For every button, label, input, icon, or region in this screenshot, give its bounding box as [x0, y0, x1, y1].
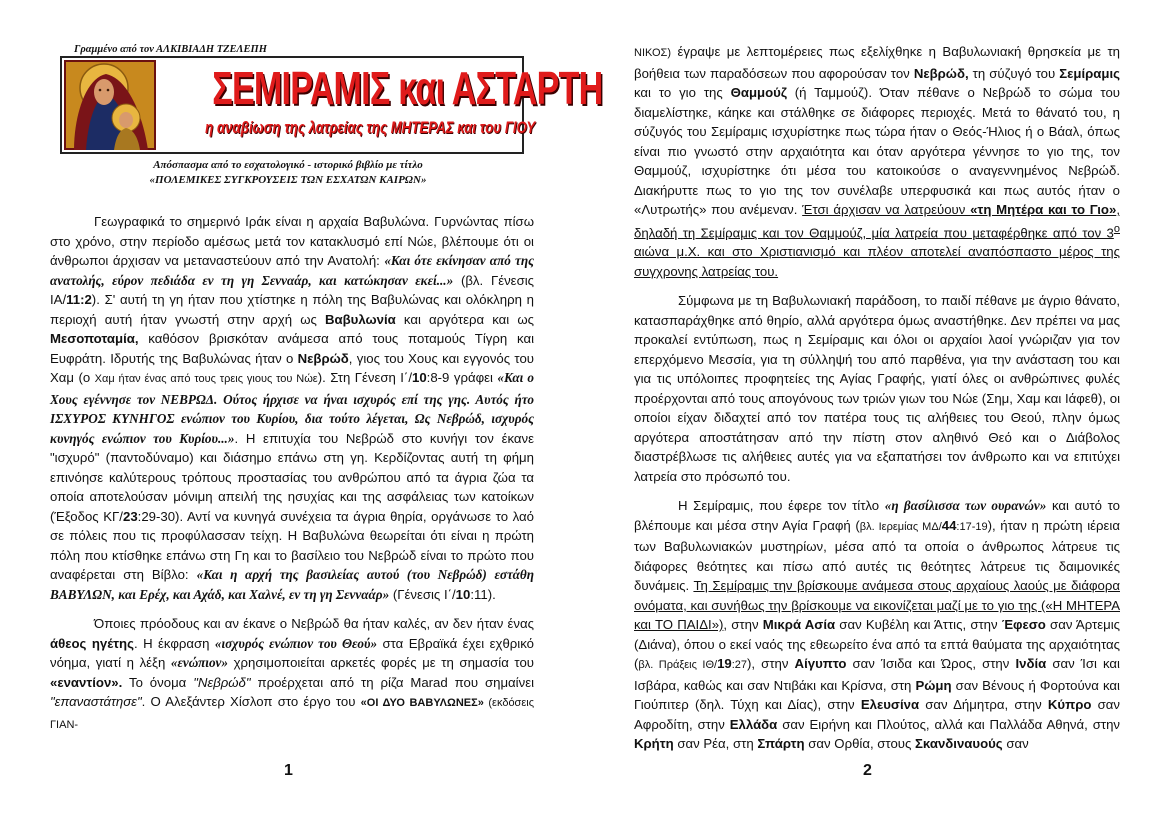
text-run-small: ΝΙΚΟΣ)	[634, 47, 672, 59]
text-run: σαν Ίσιδα και Ώρος, στην	[846, 656, 1016, 672]
text-run-bold-underlined: «τη Μητέρα και το Γιο»	[970, 202, 1117, 217]
text-run-bold: Κύπρο	[1047, 697, 1092, 713]
text-run-bold: Έφεσο	[1001, 617, 1046, 633]
text-run: Το όνομα	[122, 674, 194, 690]
text-run: σαν Δήμητρα, στην	[919, 697, 1048, 713]
page-2-body	[634, 42, 1120, 764]
title-banner	[60, 56, 603, 154]
text-run: καθόσον βρισκόταν ανάμεσα από τους ποταμούς Τίγρη και Ευφράτη. Ιδρυτής της Βαβυλώνας ήταν ο	[50, 331, 534, 366]
text-run: :29-30). Αντί να κυνηγά συνέχεια τα άγρια θηρία, οργάνωσε το λαό σε πόλεις που τις προφύλασσαν τείχη. Η Βαβυλώνα θεωρείται ότι είναι η πρώτη πόλη που κτίσθηκε επάνω στη Γη και το βασίλειο του Νεβρώδ είναι το πρώτο που αναφέρεται στη Βίβλο:	[50, 508, 534, 582]
text-run-small: Χαμ ήταν ένας από τους τρεις γιους του Νώε	[94, 373, 318, 385]
text-run-bold: 10	[412, 370, 427, 385]
text-run-italic: "Νεβρώδ"	[193, 674, 251, 690]
text-run: (ή Ταμμούζ). Όταν πέθανε ο Νεβρώδ το σώμα του διαμελίστηκε, κάηκε και στάλθηκε σε διάφορες περιοχές. Μετά το θάνατό του, η σύζυγός του Σεμίραμις ισχυρίστηκε πως τώρα ήταν ο Θεός-Ήλιος ή ο Βάαλ, όπως είναι πιο γνωστό στην αρχαιότητα και όταν αργότερα γέννησε το γιο της, τον Θαμμούζ, ισχυρίστηκε ότι μέσα του κατοικούσε ο αναγεννημένος Νεβρώδ. Διακήρυττε πως το γιο της τον συνέλαβε υπερφυσικά και πως αυτός ήταν ο «Λυτρωτής» που ανέμεναν.	[634, 85, 1120, 217]
text-run: στα Εβραϊκά έχει εχθρικό νόημα, γιατί η λέξη	[50, 635, 534, 670]
scripture-quote: «Και η αρχή της βασιλείας αυτού (του Νεβρώδ) εστάθη ΒΑΒΥΛΩΝ, και Ερέχ, και Αχάδ, και Χαλνέ, εν τη γη Σενναάρ»	[50, 567, 535, 602]
text-run: τη σύζυγό του	[968, 65, 1060, 81]
text-run: σαν Κυβέλη και Άττις, στην	[835, 617, 1002, 633]
text-run-underlined: Τη Σεμίραμις την βρίσκουμε ανάμεσα στους αρχαίους λαούς με διάφορα ονόματα, και συνήθως την βρίσκουμε να εικονίζεται μαζί με το γιο της («Η ΜΗΤΕΡΑ και ΤΟ ΠΑΙΔΙ»)	[634, 578, 1120, 633]
text-run: σαν Ειρήνη και Πλούτος, αλλά και Παλλάδα Αθηνά, στην	[777, 716, 1120, 732]
text-run-small: βλ. Πράξεις ΙΘ/	[638, 659, 718, 672]
text-run-small: (εκδόσεις ΓΙΑΝ-	[50, 697, 534, 731]
text-run-bold: Νεβρώδ,	[913, 65, 969, 81]
text-run-bold: Μεσοποταμία,	[50, 331, 139, 346]
superscript: ο	[1113, 222, 1120, 235]
text-run-small: :17-19	[956, 520, 988, 533]
scripture-quote: «η βασίλισσα των ουρανών»	[884, 498, 1047, 514]
paragraph: Σύμφωνα με τη Βαβυλωνιακή παράδοση, το παιδί πέθανε με άγριο θάνατο, κατασπαράχθηκε από θηρίο, αλλά αργότερα όμως αναστήθηκε. Δεν πρέπει να μας προκαλεί εντύπωση, πως η Σεμίραμις και όλοι οι αρχαίοι λαοί γνώριζαν για τον επερχόμενο Μεσσία, για τη σύλληψή του από παρθένα, για την ανάσταση του και για τις υπόλοιπες προφητείες της Αγίας Γραφής, γιατί όλες οι ανθρώπινες φυλές προέρχονται από τους απογόνους των τριών γιων του Νώε (Σημ, Χαμ και Ιάφεθ), οι οποίοι είχαν διδαχτεί από τον πατέρα τους τις αλήθειες του Θεού, πλην όμως αργότερα αποστάτησαν από την πίστη στον αληθινό Θεό και ο Διάβολος διαστρέβλωσε τις αλήθειες αυτές για να εξαπατήσει τον άνθρωπο και να επιτύχει λατρεία στο πρόσωπό του.	[634, 293, 1120, 484]
text-run: σαν	[1002, 736, 1029, 752]
banner-title: ΣΕΜΙΡΑΜΙΣ και ΑΣΤΑΡΤΗ	[212, 62, 603, 114]
text-run-bold: Ελευσίνα	[860, 697, 920, 713]
text-run-bold: Κρήτη	[634, 736, 674, 752]
author-credit: Γραμμένο από τον ΑΛΚΙΒΙΑΔΗ ΤΖΕΛΕΠΗ	[74, 44, 267, 55]
text-run-italic: "επαναστάτησε"	[50, 694, 142, 709]
text-run: και αυτό το βλέπουμε και μέσα στην Αγία Γραφή (	[634, 498, 1120, 533]
text-run: και αργότερα και ως	[395, 311, 534, 327]
scripture-quote: «Και ο Χους εγέννησε τον ΝΕΒΡΩΔ. Ούτος ήρχισε να ήναι ισχυρός επί της γης. Αυτός ήτο ΙΣΧΥΡΟΣ ΚΥΝΗΓΟΣ ενώπιον του Κυρίου, δια τούτο λέγεται, Ως Νεβρώδ, ισχυρός κυνηγός ενώπιον του Κυρίου...»	[50, 370, 534, 446]
text-run: χρησιμοποιείται αρκετές φορές με τη σημασία του	[228, 655, 534, 670]
paragraph	[50, 212, 534, 604]
scripture-quote: «Και ότε εκίνησαν από της ανατολής, εύρον πεδιάδα εν τη γη Σενναάρ, και κατώκησαν εκεί...»	[50, 253, 534, 288]
scripture-quote: «ισχυρός ενώπιον του Θεού»	[214, 635, 378, 651]
text-run: , γιος του Χους και εγγονός του Χαμ (ο	[50, 350, 534, 385]
text-run: , στην	[723, 617, 763, 633]
text-run: Η Σεμίραμις, που έφερε τον τίτλο	[678, 498, 885, 514]
text-run: σαν Ρέα, στη	[673, 736, 758, 752]
paragraph	[50, 614, 534, 735]
banner-subtitle: η αναβίωση της λατρείας της ΜΗΤΕΡΑΣ και του ΓΙΟΥ	[205, 118, 536, 137]
excerpt-line-1: Απόσπασμα από το εσχατολογικό - ιστορικό βιβλίο με τίτλο	[153, 159, 423, 171]
text-run-bold: Νεβρώδ	[297, 350, 349, 366]
text-run: :8-9 γράφει	[426, 370, 498, 385]
text-run-bold: Σεμίραμις	[1059, 65, 1120, 81]
text-run: (Γένεσις Ι΄/	[389, 586, 456, 602]
page-1-body	[50, 212, 534, 745]
text-run-small: :27	[731, 659, 748, 672]
text-run-bold: άθεος ηγέτης	[50, 635, 134, 651]
text-run-bold: Ρώμη	[915, 677, 952, 693]
text-run: ), ήταν η πρώτη ιέρεια των Βαβυλωνιακών μυστηρίων, μέσα από τα οποία ο άνθρωπος λάτρευε τις διάφορες θεότητες και πίσω από αυτές τις θεότητες λάτρευε τις δαιμονικές δυνάμεις.	[634, 517, 1120, 594]
text-run-bold: Θαμμούζ	[730, 85, 787, 100]
text-run-bold: 23	[122, 508, 138, 524]
text-run: Γεωγραφικά το σημερινό Ιράκ είναι η αρχαία Βαβυλώνα. Γυρνώντας πίσω στο χρόνο, στην περίοδο αμέσως μετά τον κατακλυσμό επί Νώε, βλέπουμε ότι οι άνθρωποι άρχισαν να μεταναστεύουν από την Ανατολή:	[50, 214, 534, 268]
paragraph	[634, 496, 1120, 754]
excerpt-line-2: «ΠΟΛΕΜΙΚΕΣ ΣΥΓΚΡΟΥΣΕΙΣ ΤΩΝ ΕΣΧΑΤΩΝ ΚΑΙΡΩΝ»	[149, 174, 427, 186]
page-number: 1	[284, 762, 293, 779]
text-run: προέρχεται από τη ρίζα Marad που σημαίνει	[250, 674, 535, 690]
text-run: . Η επιτυχία του Νεβρώδ στο κυνήγι τον έκανε "ισχυρό" (παντοδύναμο) και διάσημο επάνω στη γη. Κερδίζοντας αυτή τη φήμη επινόησε καλύτερους τρόπους προστασίας του ανθρώπου από τα άγρια ζώα τα οποία αποτελούσαν μόνιμη απειλή της ησυχίας και της ασφάλειας των κατοίκων (Έξοδος ΚΓ/	[50, 430, 534, 524]
text-run-bold: «ΟΙ ΔΥΟ ΒΑΒΥΛΩΝΕΣ»	[360, 697, 484, 709]
paragraph	[634, 42, 1120, 281]
text-run-bold: 44	[941, 517, 957, 533]
text-run: σαν Αφροδίτη, στην	[634, 697, 1120, 732]
text-run: σαν Ορθία, στους	[804, 736, 916, 752]
text-run-bold: Βαβυλωνία	[324, 311, 396, 327]
text-run-bold: Αίγυπτο	[794, 656, 847, 672]
text-run-bold: 11:2	[66, 292, 92, 307]
text-run: :11).	[470, 586, 496, 602]
text-run-underlined: αιώνα μ.Χ. και στο Χριστιανισμό και πλέον αποτελεί αναπόσπαστο μέρος της συγχρονης λατρείας του.	[634, 244, 1120, 279]
text-run: σαν Ίσι και Ισβάρα, καθώς και σαν Ντιβάκι και Κρίσνα, στη	[634, 656, 1120, 693]
text-run-bold: Σπάρτη	[757, 736, 805, 752]
text-run: σαν Άρτεμις (Διάνα), όπου ο εκεί ναός της εθεωρείτο ένα από τα επτά θαύματα της αρχαιότητας (	[634, 617, 1120, 672]
text-run: έγραψε με λεπτομέρειες πως εξελίχθηκε η Βαβυλωνιακή θρησκεία με τη βοήθεια των παραδόσεων που αφορούσαν τον	[634, 44, 1120, 81]
madonna-and-child-icon	[64, 60, 156, 150]
text-run-bold: «εναντίον».	[50, 674, 123, 690]
text-run: ). Στη Γένεση Ι΄/	[317, 370, 412, 385]
text-run: Όποιες πρόοδους και αν έκανε ο Νεβρώδ θα ήταν καλές, αν δεν ήταν ένας	[94, 616, 534, 631]
text-run: (βλ. Γένεσις ΙΑ/	[50, 272, 534, 307]
text-run-underlined: , δηλαδή τη Σεμίραμις και τον Θαμμούζ, μία λατρεία που μεταφέρθηκε από τον 3	[634, 202, 1120, 240]
text-run: σαν Βένους ή Φορτούνα και Γιούπιτερ (δηλ. Τύχη και Δίας), στην	[634, 677, 1120, 713]
text-run: . Ο Αλεξάντερ Χίσλοπ στο έργο του	[141, 694, 361, 709]
text-run-bold: Μικρά Ασία	[762, 617, 836, 633]
text-run: . Η έκφραση	[133, 635, 215, 651]
text-run: ). Σ' αυτή τη γη ήταν που χτίστηκε η πόλη της Βαβυλώνας και ολόκληρη η περιοχή αυτή ήταν γνωστή στην αρχή ως	[50, 292, 534, 327]
scripture-quote: «ενώπιον»	[170, 655, 228, 670]
book-excerpt-note	[78, 158, 498, 188]
text-run: ), στην	[747, 656, 795, 672]
text-run-bold: Ελλάδα	[729, 716, 778, 732]
text-run-bold: 19	[717, 656, 732, 672]
text-run: και το γιο της	[634, 85, 731, 100]
page-number: 2	[863, 762, 872, 779]
text-run-bold: Σκανδιναυούς	[915, 736, 1003, 752]
text-run-small: βλ. Ιερεμίας ΜΔ/	[859, 520, 942, 533]
text-run-underlined: Έτσι άρχισαν να λατρεύουν	[802, 202, 971, 217]
text-run-bold: 10	[455, 586, 471, 602]
text-run-bold: Ινδία	[1015, 656, 1047, 672]
